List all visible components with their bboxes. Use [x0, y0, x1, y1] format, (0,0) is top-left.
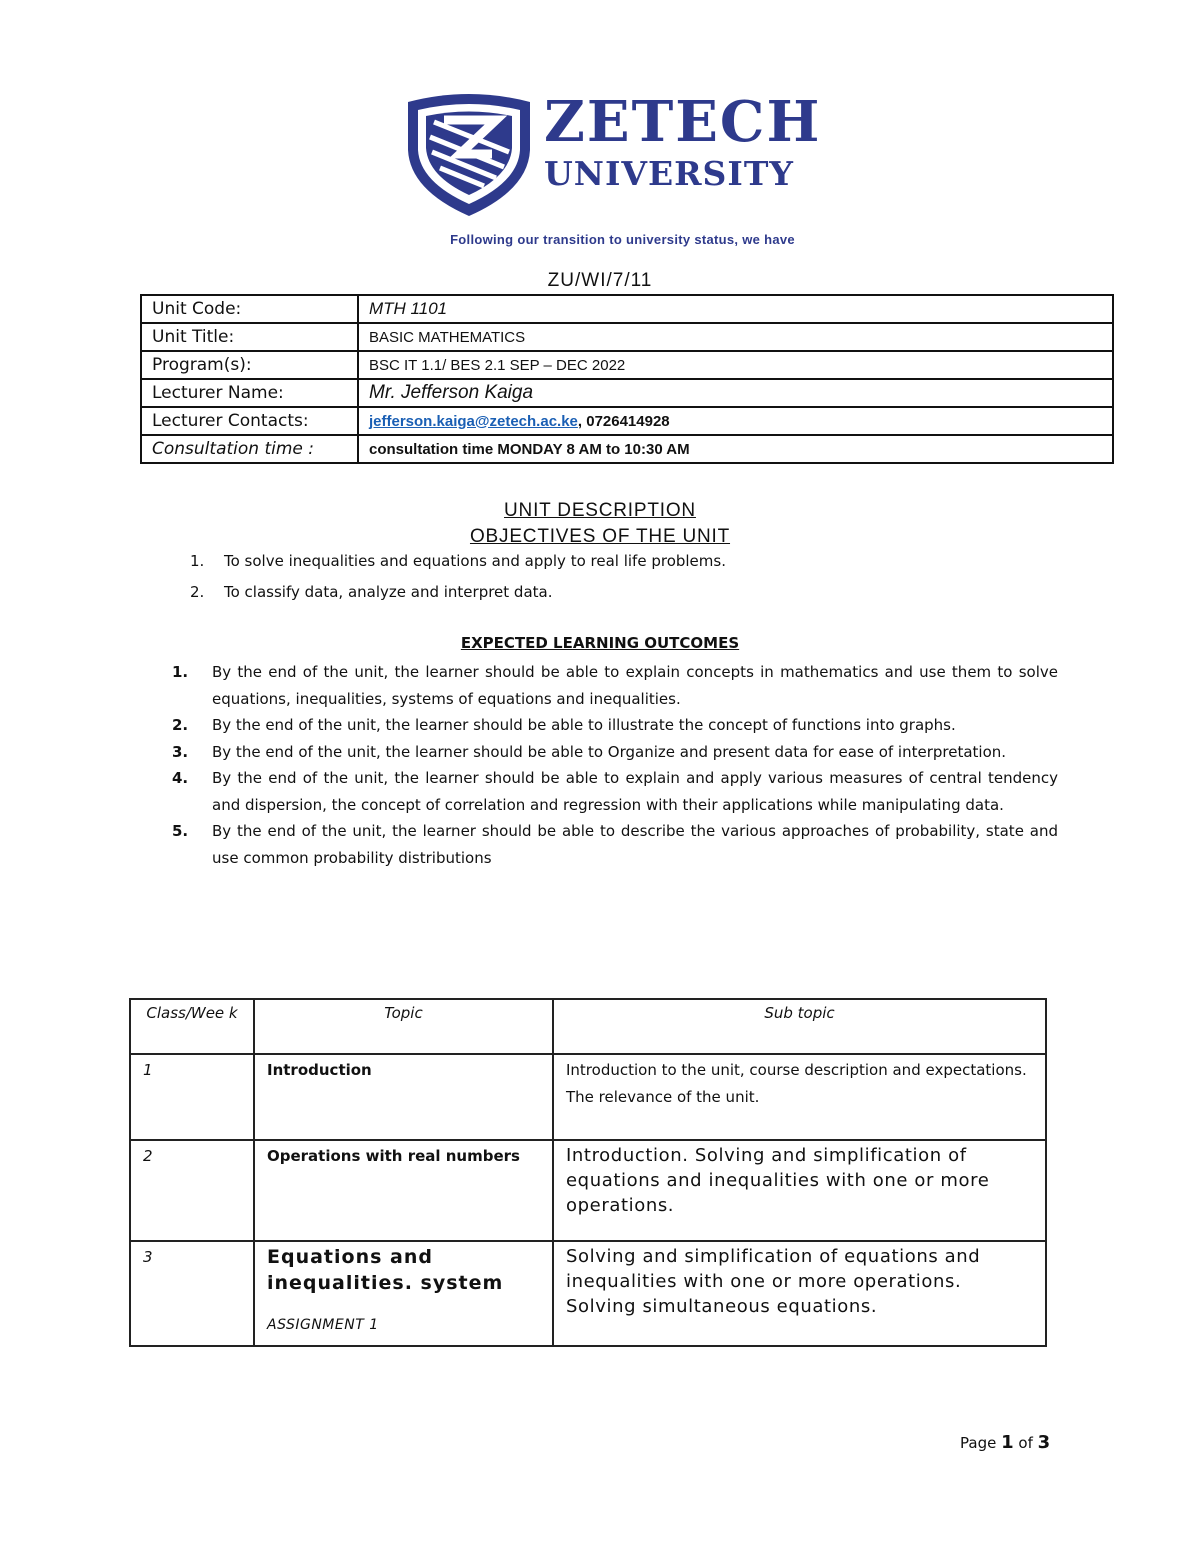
topic-cell: Introduction	[254, 1054, 553, 1140]
consultation-label: Consultation time :	[141, 435, 358, 463]
email-link[interactable]: jefferson.kaiga@zetech.ac.ke	[369, 412, 578, 430]
table-row	[141, 351, 1113, 379]
table-row	[130, 1241, 1046, 1346]
total-pages: 3	[1037, 1432, 1051, 1453]
objectives-heading: OBJECTIVES OF THE UNIT	[469, 526, 731, 547]
column-header-week: Class/Wee k	[130, 999, 254, 1054]
unit-description-heading: UNIT DESCRIPTION	[504, 500, 696, 521]
outcome-text: By the end of the unit, the learner should be able to illustrate the concept of functions into graphs.	[212, 716, 956, 734]
list-number: 2.	[172, 716, 189, 734]
lecturer-contacts-label: Lecturer Contacts:	[141, 407, 358, 435]
list-number: 1.	[172, 663, 189, 681]
objective-text: To classify data, analyze and interpret data.	[224, 583, 553, 601]
logo-wordmark	[544, 89, 822, 194]
list-item	[172, 765, 1058, 818]
assignment-label: ASSIGNMENT 1	[267, 1317, 379, 1333]
shield-icon	[404, 92, 534, 218]
logo-tagline: Following our transition to university status, we have	[450, 232, 795, 247]
unit-info-table	[140, 294, 1114, 464]
unit-title-label: Unit Title:	[141, 323, 358, 351]
subtopic-cell: Solving and simplification of equations and inequalities with one or more operations. Solving simultaneous equations.	[553, 1241, 1046, 1346]
list-item	[172, 659, 1058, 712]
list-number: 2.	[190, 583, 205, 601]
list-number: 4.	[172, 769, 189, 787]
consultation-value: consultation time MONDAY 8 AM to 10:30 AM	[358, 435, 1113, 463]
phone-number: , 0726414928	[577, 412, 670, 430]
outcomes-heading: EXPECTED LEARNING OUTCOMES	[460, 634, 740, 652]
table-row	[130, 1054, 1046, 1140]
list-number: 1.	[190, 552, 205, 570]
list-item	[190, 552, 726, 583]
logo-line2: UNIVERSITY	[544, 154, 794, 193]
outcome-text: By the end of the unit, the learner should be able to explain concepts in mathematics and use them to solve equations, inequalities, systems of equations and inequalities.	[212, 663, 1058, 708]
outcome-text: By the end of the unit, the learner should be able to explain and apply various measures of central tendency and dispersion, the concept of correlation and regression with their applications while manipulating data.	[212, 769, 1058, 814]
lecturer-name-label: Lecturer Name:	[141, 379, 358, 407]
programs-value: BSC IT 1.1/ BES 2.1 SEP – DEC 2022	[358, 351, 1113, 379]
objectives-list	[190, 552, 726, 614]
lecturer-name-value: Mr. Jefferson Kaiga	[358, 379, 1113, 407]
document-code: ZU/WI/7/11	[547, 270, 653, 291]
outcome-text: By the end of the unit, the learner should be able to Organize and present data for ease of interpretation.	[212, 742, 1007, 761]
list-number: 3.	[172, 742, 189, 761]
list-item	[172, 739, 1058, 766]
table-row	[141, 379, 1113, 407]
week-cell: 1	[130, 1054, 254, 1140]
column-header-subtopic: Sub topic	[553, 999, 1046, 1054]
subtopic-cell: Introduction to the unit, course description and expectations. The relevance of the unit.	[553, 1054, 1046, 1140]
current-page: 1	[1001, 1432, 1014, 1453]
schedule-table	[129, 998, 1047, 1347]
topic-cell	[254, 1241, 553, 1346]
outcome-text: By the end of the unit, the learner should be able to describe the various approaches of probability, state and use common probability distributions	[212, 822, 1058, 867]
of-word: of	[1018, 1434, 1033, 1452]
table-row	[141, 295, 1113, 323]
logo-line1: ZETECH	[544, 89, 822, 155]
table-header-row	[130, 999, 1046, 1054]
list-number: 5.	[172, 822, 189, 840]
unit-code-value: MTH 1101	[358, 295, 1113, 323]
week-cell: 3	[130, 1241, 254, 1346]
table-row	[141, 407, 1113, 435]
outcomes-list	[172, 659, 1058, 871]
list-item	[172, 818, 1058, 871]
programs-label: Program(s):	[141, 351, 358, 379]
topic-cell: Operations with real numbers	[254, 1140, 553, 1241]
column-header-topic: Topic	[254, 999, 553, 1054]
university-logo	[404, 89, 844, 222]
table-row	[130, 1140, 1046, 1241]
list-item	[190, 583, 726, 614]
unit-title-value: BASIC MATHEMATICS	[358, 323, 1113, 351]
page-number	[960, 1432, 1050, 1453]
list-item	[172, 712, 1058, 739]
table-row	[141, 435, 1113, 463]
unit-code-label: Unit Code:	[141, 295, 358, 323]
page-word: Page	[960, 1434, 997, 1452]
lecturer-contacts-value	[358, 407, 1113, 435]
table-row	[141, 323, 1113, 351]
week-cell: 2	[130, 1140, 254, 1241]
objective-text: To solve inequalities and equations and apply to real life problems.	[224, 552, 726, 570]
topic-text: Equations and inequalities. system	[267, 1246, 504, 1294]
subtopic-cell: Introduction. Solving and simplification of equations and inequalities with one or more operations.	[553, 1140, 1046, 1241]
